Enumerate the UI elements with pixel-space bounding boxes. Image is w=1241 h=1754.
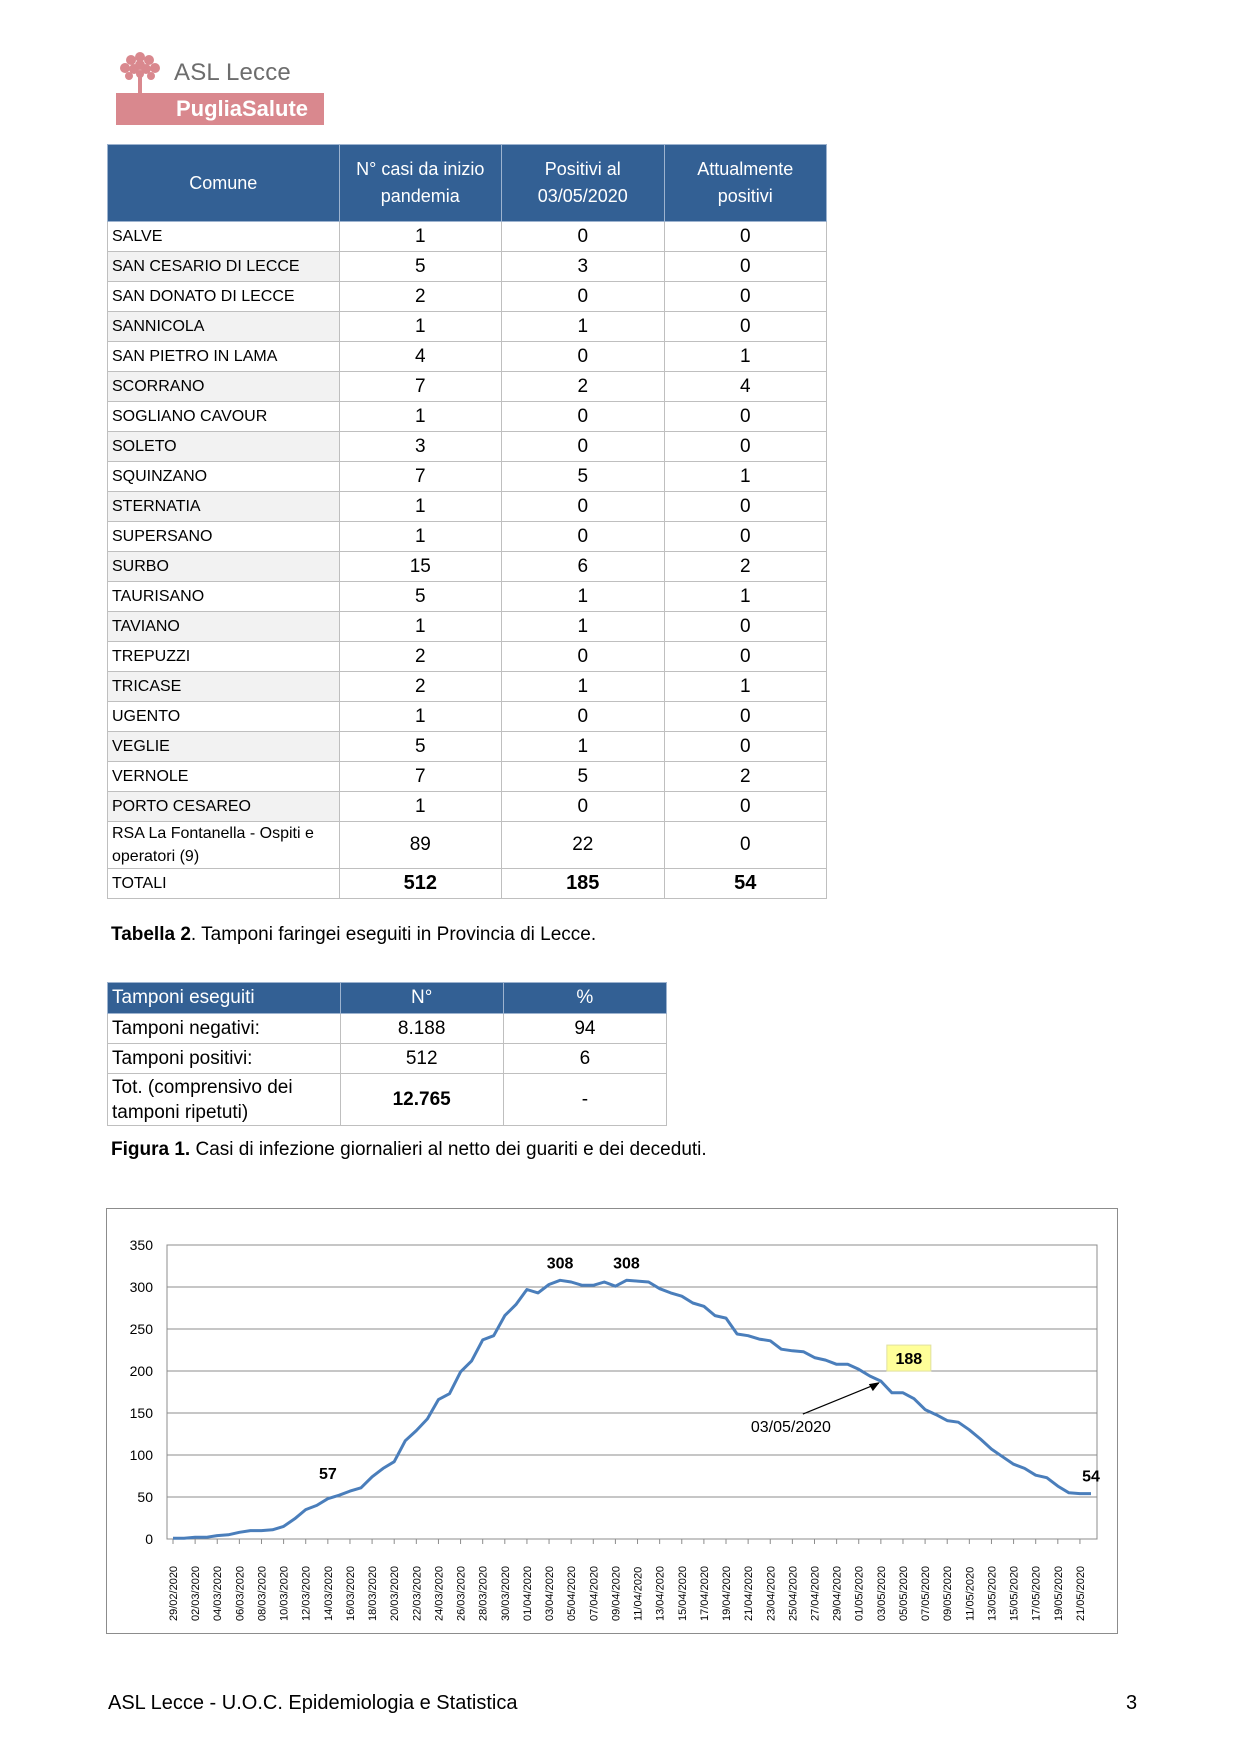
currently-positive-cell: 4 — [664, 372, 827, 402]
x-tick-label: 08/03/2020 — [256, 1565, 269, 1621]
x-tick-label: 29/04/2020 — [831, 1565, 844, 1621]
column-header-tests: Tamponi eseguiti — [108, 983, 341, 1014]
currently-positive-cell: 0 — [664, 282, 827, 312]
comune-cell: UGENTO — [108, 702, 340, 732]
comune-cell: PORTO CESAREO — [108, 792, 340, 822]
positive-at-date-cell: 1 — [502, 612, 664, 642]
total-cases-cell: 1 — [339, 492, 501, 522]
daily-cases-chart — [106, 1208, 1118, 1634]
x-tick-label: 28/03/2020 — [477, 1565, 490, 1621]
total-cases-cell: 7 — [339, 462, 501, 492]
comune-cell: SUPERSANO — [108, 522, 340, 552]
x-tick-label: 01/04/2020 — [521, 1565, 534, 1621]
currently-positive-cell: 1 — [664, 462, 827, 492]
table-row — [108, 792, 827, 822]
x-tick-label: 17/05/2020 — [1030, 1565, 1043, 1621]
asl-lecce-logo — [116, 49, 326, 125]
column-header-positive-at-date: Positivi al 03/05/2020 — [502, 145, 664, 222]
totals-positive-at-date-cell: 185 — [502, 869, 664, 899]
table-row — [108, 1074, 667, 1126]
x-tick-label: 05/05/2020 — [897, 1565, 910, 1621]
total-cases-cell: 1 — [339, 402, 501, 432]
column-header-comune: Comune — [108, 145, 340, 222]
y-tick-label: 250 — [129, 1321, 153, 1337]
table-row — [108, 372, 827, 402]
table-row — [108, 282, 827, 312]
positive-at-date-cell: 1 — [502, 582, 664, 612]
column-header-percent: % — [503, 983, 666, 1014]
comune-cell: SOGLIANO CAVOUR — [108, 402, 340, 432]
column-header-currently-positive: Attualmente positivi — [664, 145, 827, 222]
x-tick-label: 19/04/2020 — [721, 1565, 734, 1621]
y-tick-label: 0 — [145, 1531, 153, 1547]
x-tick-label: 26/03/2020 — [455, 1565, 468, 1621]
data-label: 308 — [546, 1255, 574, 1273]
totals-total-cases-cell: 512 — [339, 869, 501, 899]
comune-cell: SAN CESARIO DI LECCE — [108, 252, 340, 282]
x-tick-label: 15/05/2020 — [1008, 1565, 1021, 1621]
table2-caption-text: . Tamponi faringei eseguiti in Provincia di Lecce. — [190, 924, 597, 945]
total-cases-cell: 1 — [339, 522, 501, 552]
comune-cell: SURBO — [108, 552, 340, 582]
x-tick-label: 21/04/2020 — [743, 1565, 756, 1621]
x-tick-label: 04/03/2020 — [212, 1565, 225, 1621]
table-row — [108, 252, 827, 282]
total-cases-cell: 1 — [339, 702, 501, 732]
x-tick-label: 11/04/2020 — [632, 1566, 645, 1621]
row-percent: 94 — [503, 1014, 666, 1044]
table-row — [108, 612, 827, 642]
comune-cell: SANNICOLA — [108, 312, 340, 342]
x-tick-label: 17/04/2020 — [698, 1565, 711, 1621]
x-tick-label: 14/03/2020 — [322, 1565, 335, 1621]
totals-currently-positive-cell: 54 — [664, 869, 827, 899]
comune-cell: TAVIANO — [108, 612, 340, 642]
x-tick-label: 07/05/2020 — [920, 1565, 933, 1621]
cases-by-comune-table — [107, 144, 827, 899]
row-label: Tamponi negativi: — [108, 1014, 341, 1044]
total-cases-cell: 1 — [339, 312, 501, 342]
positive-at-date-cell: 0 — [502, 492, 664, 522]
positive-at-date-cell: 0 — [502, 222, 664, 252]
positive-at-date-cell: 0 — [502, 642, 664, 672]
table-header-row — [108, 983, 667, 1014]
row-percent: 6 — [503, 1044, 666, 1074]
x-tick-label: 25/04/2020 — [787, 1565, 800, 1621]
total-cases-cell: 1 — [339, 792, 501, 822]
arrow-line — [803, 1383, 879, 1414]
positive-at-date-cell: 3 — [502, 252, 664, 282]
comune-cell: VEGLIE — [108, 732, 340, 762]
logo-name: ASL Lecce — [174, 59, 291, 86]
column-header-count: N° — [340, 983, 503, 1014]
table-row — [108, 1014, 667, 1044]
comune-cell: TRICASE — [108, 672, 340, 702]
positive-at-date-cell: 0 — [502, 432, 664, 462]
positive-at-date-cell: 1 — [502, 312, 664, 342]
positive-at-date-cell: 1 — [502, 732, 664, 762]
x-tick-label: 13/04/2020 — [654, 1565, 667, 1621]
y-tick-label: 50 — [137, 1489, 153, 1505]
positive-at-date-cell: 5 — [502, 462, 664, 492]
currently-positive-cell: 0 — [664, 612, 827, 642]
positive-at-date-cell: 0 — [502, 282, 664, 312]
x-tick-label: 03/04/2020 — [544, 1565, 557, 1621]
x-tick-label: 06/03/2020 — [234, 1565, 247, 1621]
x-tick-label: 29/02/2020 — [168, 1565, 180, 1621]
table-row — [108, 672, 827, 702]
page-number: 3 — [1126, 1692, 1138, 1714]
figure1-caption-text: Casi di infezione giornalieri al netto dei guariti e dei deceduti. — [190, 1139, 707, 1160]
table-row — [108, 582, 827, 612]
y-tick-label: 200 — [129, 1363, 153, 1379]
table2-caption-label: Tabella 2 — [111, 924, 191, 945]
table-row — [108, 222, 827, 252]
x-tick-label: 09/04/2020 — [610, 1565, 623, 1621]
row-count: 12.765 — [340, 1074, 503, 1126]
x-tick-label: 03/05/2020 — [875, 1565, 888, 1621]
x-tick-label: 12/03/2020 — [300, 1565, 313, 1621]
currently-positive-cell: 0 — [664, 432, 827, 462]
currently-positive-cell: 0 — [664, 222, 827, 252]
x-tick-label: 19/05/2020 — [1052, 1565, 1065, 1621]
currently-positive-cell: 0 — [664, 312, 827, 342]
comune-cell: TAURISANO — [108, 582, 340, 612]
total-cases-cell: 15 — [339, 552, 501, 582]
x-tick-label: 11/05/2020 — [964, 1566, 977, 1621]
table-row — [108, 462, 827, 492]
data-label: 57 — [318, 1466, 337, 1484]
total-cases-cell: 89 — [339, 822, 501, 869]
positive-at-date-cell: 22 — [502, 822, 664, 869]
x-tick-label: 09/05/2020 — [942, 1565, 955, 1621]
x-tick-label: 02/03/2020 — [190, 1565, 203, 1621]
table-row — [108, 432, 827, 462]
currently-positive-cell: 0 — [664, 792, 827, 822]
currently-positive-cell: 1 — [664, 672, 827, 702]
table-row — [108, 312, 827, 342]
x-tick-label: 23/04/2020 — [765, 1565, 778, 1621]
positive-at-date-cell: 0 — [502, 702, 664, 732]
positive-at-date-cell: 2 — [502, 372, 664, 402]
currently-positive-cell: 0 — [664, 642, 827, 672]
data-label: 188 — [895, 1351, 923, 1369]
arrow-head — [869, 1382, 880, 1391]
x-tick-label: 22/03/2020 — [411, 1565, 424, 1621]
x-tick-label: 30/03/2020 — [499, 1565, 512, 1621]
positive-at-date-cell: 5 — [502, 762, 664, 792]
total-cases-cell: 2 — [339, 642, 501, 672]
x-tick-label: 15/04/2020 — [676, 1565, 689, 1621]
total-cases-cell: 5 — [339, 732, 501, 762]
table-header-row — [108, 145, 827, 222]
comune-cell: SCORRANO — [108, 372, 340, 402]
table-row — [108, 552, 827, 582]
series-line — [173, 1280, 1091, 1538]
total-cases-cell: 1 — [339, 612, 501, 642]
comune-cell: SALVE — [108, 222, 340, 252]
positive-at-date-cell: 0 — [502, 792, 664, 822]
currently-positive-cell: 0 — [664, 492, 827, 522]
figure1-caption-label: Figura 1. — [111, 1139, 191, 1160]
x-tick-label: 01/05/2020 — [853, 1565, 866, 1621]
x-tick-label: 20/03/2020 — [389, 1565, 402, 1621]
column-header-total-cases: N° casi da inizio pandemia — [339, 145, 501, 222]
total-cases-cell: 7 — [339, 762, 501, 792]
totals-label: TOTALI — [108, 869, 340, 899]
x-tick-label: 13/05/2020 — [986, 1565, 999, 1621]
positive-at-date-cell: 1 — [502, 672, 664, 702]
positive-at-date-cell: 0 — [502, 402, 664, 432]
positive-at-date-cell: 6 — [502, 552, 664, 582]
table-row — [108, 642, 827, 672]
comune-cell: STERNATIA — [108, 492, 340, 522]
currently-positive-cell: 1 — [664, 342, 827, 372]
y-tick-label: 150 — [129, 1405, 153, 1421]
x-tick-label: 05/04/2020 — [566, 1565, 579, 1621]
total-cases-cell: 5 — [339, 582, 501, 612]
x-tick-label: 07/04/2020 — [588, 1565, 601, 1621]
x-tick-label: 18/03/2020 — [367, 1565, 380, 1621]
currently-positive-cell: 2 — [664, 552, 827, 582]
table2-caption — [111, 924, 596, 946]
table-row — [108, 522, 827, 552]
row-count: 512 — [340, 1044, 503, 1074]
currently-positive-cell: 0 — [664, 822, 827, 869]
figure1-caption — [111, 1139, 707, 1161]
positive-at-date-cell: 0 — [502, 342, 664, 372]
totals-row — [108, 869, 827, 899]
plot-area — [167, 1245, 1097, 1539]
x-tick-label: 10/03/2020 — [278, 1565, 291, 1621]
x-tick-label: 27/04/2020 — [809, 1565, 822, 1621]
row-count: 8.188 — [340, 1014, 503, 1044]
currently-positive-cell: 0 — [664, 252, 827, 282]
table-row — [108, 492, 827, 522]
total-cases-cell: 4 — [339, 342, 501, 372]
comune-cell: SAN PIETRO IN LAMA — [108, 342, 340, 372]
table-row — [108, 822, 827, 869]
row-percent: - — [503, 1074, 666, 1126]
data-label: 308 — [613, 1255, 640, 1273]
x-tick-label: 21/05/2020 — [1074, 1565, 1087, 1621]
swab-tests-table — [107, 982, 667, 1126]
comune-cell: RSA La Fontanella - Ospiti e operatori (9) — [108, 822, 340, 869]
positive-at-date-cell: 0 — [502, 522, 664, 552]
row-label: Tot. (comprensivo dei tamponi ripetuti) — [108, 1074, 341, 1126]
y-tick-label: 350 — [129, 1237, 153, 1253]
tree-icon — [116, 49, 164, 93]
comune-cell: SQUINZANO — [108, 462, 340, 492]
table-row — [108, 342, 827, 372]
arrow-label: 03/05/2020 — [750, 1419, 831, 1437]
y-tick-label: 100 — [129, 1447, 153, 1463]
table-row — [108, 402, 827, 432]
total-cases-cell: 5 — [339, 252, 501, 282]
comune-cell: VERNOLE — [108, 762, 340, 792]
table-row — [108, 702, 827, 732]
total-cases-cell: 7 — [339, 372, 501, 402]
total-cases-cell: 2 — [339, 282, 501, 312]
chart-svg — [107, 1209, 1117, 1633]
comune-cell: SAN DONATO DI LECCE — [108, 282, 340, 312]
footer-text: ASL Lecce - U.O.C. Epidemiologia e Statistica — [108, 1692, 518, 1714]
table-row — [108, 1044, 667, 1074]
comune-cell: TREPUZZI — [108, 642, 340, 672]
total-cases-cell: 2 — [339, 672, 501, 702]
currently-positive-cell: 2 — [664, 762, 827, 792]
total-cases-cell: 1 — [339, 222, 501, 252]
total-cases-cell: 3 — [339, 432, 501, 462]
table-row — [108, 762, 827, 792]
y-tick-label: 300 — [129, 1279, 153, 1295]
data-label: 54 — [1082, 1468, 1100, 1486]
currently-positive-cell: 0 — [664, 732, 827, 762]
currently-positive-cell: 1 — [664, 582, 827, 612]
comune-cell: SOLETO — [108, 432, 340, 462]
currently-positive-cell: 0 — [664, 402, 827, 432]
row-label: Tamponi positivi: — [108, 1044, 341, 1074]
x-tick-label: 24/03/2020 — [433, 1565, 446, 1621]
x-tick-label: 16/03/2020 — [344, 1565, 357, 1621]
logo-subtitle: PugliaSalute — [176, 96, 309, 121]
table-row — [108, 732, 827, 762]
currently-positive-cell: 0 — [664, 702, 827, 732]
currently-positive-cell: 0 — [664, 522, 827, 552]
